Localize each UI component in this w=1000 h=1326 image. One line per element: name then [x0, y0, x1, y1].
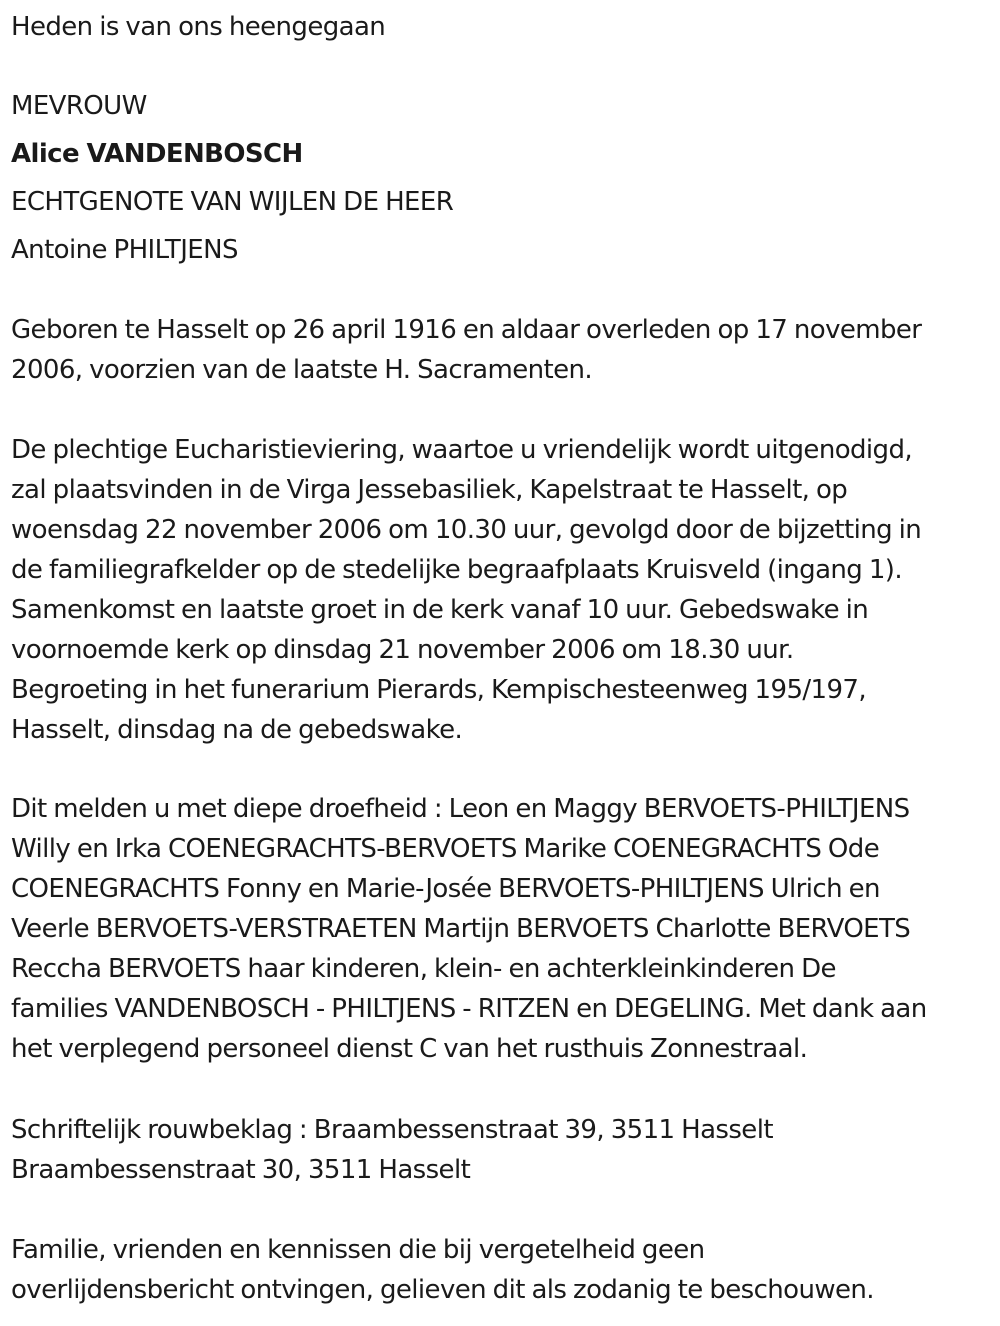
text-line: Veerle BERVOETS-VERSTRAETEN Martijn BERVOETS Charlotte BERVOETS [11, 914, 911, 944]
text-line: Dit melden u met diepe droefheid : Leon en Maggy BERVOETS-PHILTJENS [11, 794, 910, 824]
spouse-name: Antoine PHILTJENS [11, 235, 238, 265]
ceremony-paragraph [11, 430, 996, 750]
text-line: Geboren te Hasselt op 26 april 1916 en aldaar overleden op 17 november [11, 315, 922, 345]
text-line: het verplegend personeel dienst C van het rusthuis Zonnestraal. [11, 1034, 808, 1064]
condolence-paragraph [11, 1110, 996, 1190]
text-line: Begroeting in het funerarium Pierards, Kempischesteenweg 195/197, [11, 675, 867, 705]
opening-line: Heden is van ons heengegaan [11, 12, 386, 42]
text-line: 2006, voorzien van de laatste H. Sacramenten. [11, 355, 593, 385]
deceased-name: Alice VANDENBOSCH [11, 139, 303, 169]
closing-paragraph [11, 1230, 996, 1310]
text-line: Hasselt, dinsdag na de gebedswake. [11, 715, 463, 745]
family-paragraph [11, 789, 996, 1069]
text-line: woensdag 22 november 2006 om 10.30 uur, gevolgd door de bijzetting in [11, 515, 922, 545]
text-line: Schriftelijk rouwbeklag : Braambessenstraat 39, 3511 Hasselt [11, 1115, 773, 1145]
text-line: Braambessenstraat 30, 3511 Hasselt [11, 1155, 471, 1185]
text-line: Reccha BERVOETS haar kinderen, klein- en achterkleinkinderen De [11, 954, 836, 984]
text-line: families VANDENBOSCH - PHILTJENS - RITZEN en DEGELING. Met dank aan [11, 994, 927, 1024]
text-line: Willy en Irka COENEGRACHTS-BERVOETS Marike COENEGRACHTS Ode [11, 834, 880, 864]
text-line: de familiegrafkelder op de stedelijke begraafplaats Kruisveld (ingang 1). [11, 555, 903, 585]
text-line: Samenkomst en laatste groet in de kerk vanaf 10 uur. Gebedswake in [11, 595, 869, 625]
relation-line: ECHTGENOTE VAN WIJLEN DE HEER [11, 187, 454, 217]
text-line: zal plaatsvinden in de Virga Jessebasiliek, Kapelstraat te Hasselt, op [11, 475, 848, 505]
birth-death-paragraph [11, 310, 996, 390]
text-line: Familie, vrienden en kennissen die bij vergetelheid geen [11, 1235, 705, 1265]
text-line: COENEGRACHTS Fonny en Marie-Josée BERVOETS-PHILTJENS Ulrich en [11, 874, 880, 904]
text-line: voornoemde kerk op dinsdag 21 november 2006 om 18.30 uur. [11, 635, 794, 665]
text-line: De plechtige Eucharistieviering, waartoe u vriendelijk wordt uitgenodigd, [11, 435, 913, 465]
text-line: overlijdensbericht ontvingen, gelieven dit als zodanig te beschouwen. [11, 1275, 874, 1305]
title-line: MEVROUW [11, 91, 147, 121]
